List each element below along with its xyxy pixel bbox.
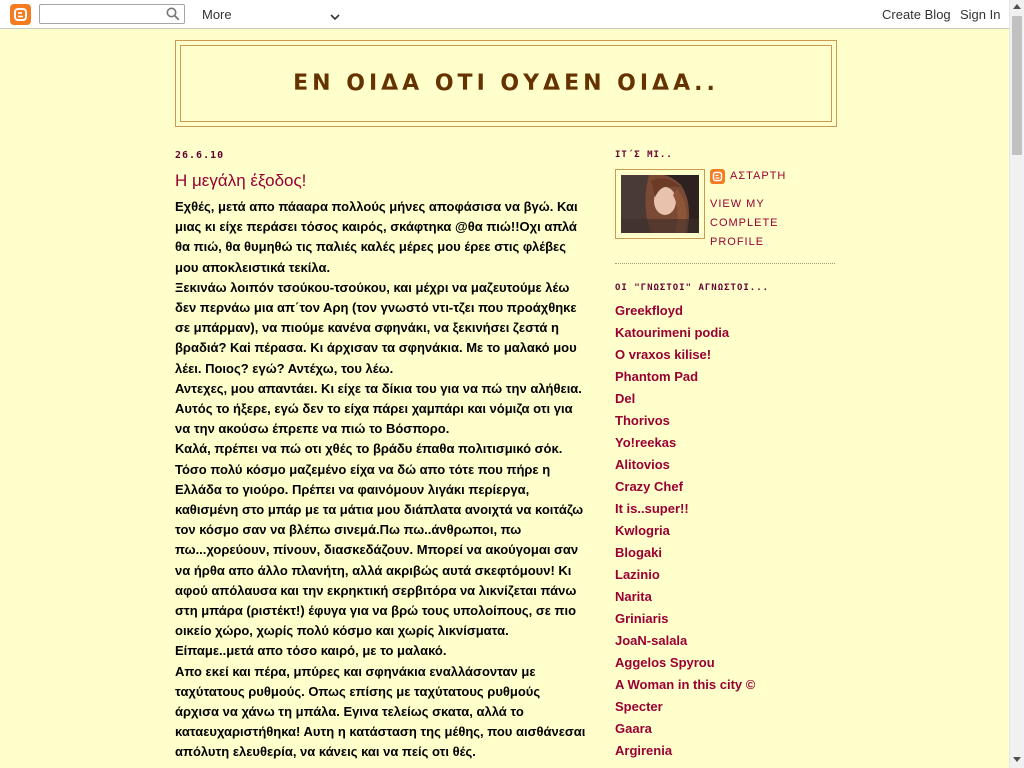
blogroll-link[interactable]: Argirenia: [615, 743, 673, 758]
profile-photo-frame[interactable]: [615, 169, 705, 239]
post-paragraph: Απο εκεί και πέρα, μπύρες και σφηνάκια εναλλάσονταν με ταχύτατους ρυθμούς. Οπως επίσης με ταχύτατους ρυθμούς άρχισα να χάνω τη μπάλα. Εγινα τελείως σκατα, αλλά το καταευχαριστήθηκα! Αυτη η κατάσταση της μέθης, που αισθάνεσαι απόλυτη ελευθερία, να κάνεις και να πείς οτι θές.: [175, 663, 586, 760]
post-body: [175, 197, 587, 763]
blogger-logo-icon[interactable]: [10, 4, 31, 25]
blogroll-link[interactable]: Gaara: [615, 721, 652, 736]
post-paragraph: Καλά, πρέπει να πώ οτι χθές το βράδυ έπαθα πολιτισμικό σόκ. Τόσο πολύ κόσμο μαζεμένο είχα να δώ απο τότε που πήρε η Ελλάδα το γιούρο. Πρέπει να φαινόμουν λιγάκι περίεργα, καθισμένη στο μπάρ με τα μάτια μου διάπλατα ανοιχτά να κοιτάζω τον κόσμο σαν να βλέπω σινεμά.Πω πω..άνθρωποι, πω πω...χορεύουν, πίνουν, διασκεδάζουν. Μπορεί να ακούγομαι σαν να ήρθα απο άλλο πλανήτη, αλλά ακριβώς αυτά σκεφτόμουν! Κι αφού απόλαυσα και την εκρηκτική σερβιτόρα να λικνίζεται πάνω στη μπάρα (ριστέκτ!) έφυγα για να βρώ τους υπολοίπους, σε πιο οικείο χώρο, χωρίς πολύ κόσμο και χωρίς λικνίσματα. Είπαμε..μετά απο τόσο καιρό, με το μαλακό.: [175, 441, 584, 659]
sign-in-link[interactable]: Sign In: [960, 7, 1001, 22]
blogroll-link[interactable]: Alitovios: [615, 457, 670, 472]
page-scrollbar[interactable]: [1009, 0, 1024, 768]
post-title[interactable]: Η μεγάλη έξοδος!: [175, 171, 307, 190]
blogroll-link[interactable]: Crazy Chef: [615, 479, 683, 494]
blogroll-link[interactable]: Lazinio: [615, 567, 660, 582]
post-paragraph: Εχθές, μετά απο πάααρα πολλούς μήνες αποφάσισα να βγώ. Και μιας κι είχε περάσει τόσος καιρός, σκάφτηκα @θα πιώ!!Οχι απλά θα πιώ, θα θυμηθώ τις παλιές καλές μέρες μου έρεε στις φλέβες μου αποκλειστικά τεκίλα.: [175, 199, 578, 275]
blogroll-link[interactable]: Kwlogria: [615, 523, 670, 538]
sidebar: [615, 150, 835, 758]
blogroll-link[interactable]: It is..super!!: [615, 501, 689, 516]
blogroll-link[interactable]: Del: [615, 391, 636, 406]
blogger-profile-icon: [710, 169, 725, 184]
sidebar-divider: [615, 263, 835, 264]
post-paragraph: Αντεχες, μου απαντάει. Κι είχε τα δίκια του για να πώ την αλήθεια. Αυτός το ήξερε, εγώ δεν το είχα πάρει χαμπάρι και νόμιζα οτι για να την ακούσω έπρεπε να πιώ το Βόσπορο.: [175, 380, 582, 437]
blogroll-link[interactable]: Thorivos: [615, 413, 670, 428]
search-input[interactable]: [39, 4, 185, 24]
search-icon[interactable]: [166, 7, 180, 21]
blogger-navbar: [0, 0, 1009, 29]
blog-header-inner: [180, 45, 832, 122]
blogroll-link[interactable]: Phantom Pad: [615, 369, 699, 384]
blogroll-link[interactable]: A Woman in this city ©: [615, 677, 756, 692]
post-date: 26.6.10: [175, 150, 225, 161]
blog-title[interactable]: ΕΝ ΟΙΔΑ ΟΤΙ ΟΥΔΕΝ ΟΙΔΑ..: [293, 71, 719, 96]
blogroll-link[interactable]: Blogaki: [615, 545, 662, 560]
blogroll-link[interactable]: Specter: [615, 699, 663, 714]
profile-photo[interactable]: [621, 175, 699, 233]
post-paragraph: Ξεκινάω λοιπόν τσούκου-τσούκου, και μέχρι να μαζευτούμε λέω δεν περνάω μια απ΄τον Αρη (τον γνωστό ντι-τζει που προάχθηκε σε μπάρμαν), να πιούμε κανένα σφηνάκι, να ξεκινήσει ζεστά η βραδιά? Καi πέρασα. Κι άρχισαν τα σφηνάκια. Με το μαλακό μου λέει. Ποιος? εγώ? Αντέχω, του λέω.: [175, 279, 577, 376]
blogroll-link[interactable]: Griniaris: [615, 611, 669, 626]
blogroll-heading: ΟΙ "ΓΝΩΣΤΟΙ" ΑΓΝΩΣΤΟΙ...: [615, 283, 770, 293]
scroll-down-arrow-icon[interactable]: [1013, 757, 1021, 762]
profile-name-link[interactable]: ΑΣΤΑΡΤΗ: [730, 170, 787, 182]
blogroll-link[interactable]: JoaN-salala: [615, 633, 688, 648]
scroll-up-arrow-icon[interactable]: [1013, 4, 1021, 9]
scrollbar-thumb[interactable]: [1012, 16, 1022, 155]
blogroll-link[interactable]: O vraxos kilise!: [615, 347, 712, 362]
blogroll-link[interactable]: Greekfloyd: [615, 303, 683, 318]
blogroll-link[interactable]: Yo!reekas: [615, 435, 677, 450]
blogroll-link[interactable]: Narita: [615, 589, 652, 604]
blog-header: [175, 40, 837, 127]
blogroll-link[interactable]: Katourimeni podia: [615, 325, 730, 340]
more-dropdown[interactable]: More: [202, 7, 232, 22]
profile-heading: ΙΤ΄Σ ΜΙ..: [615, 150, 673, 160]
chevron-down-icon[interactable]: [330, 9, 340, 19]
blogroll-list: [615, 300, 755, 762]
blogroll-link[interactable]: Aggelos Spyrou: [615, 655, 715, 670]
create-blog-link[interactable]: Create Blog: [882, 7, 951, 22]
view-profile-link[interactable]: VIEW MY COMPLETE PROFILE: [710, 198, 779, 248]
